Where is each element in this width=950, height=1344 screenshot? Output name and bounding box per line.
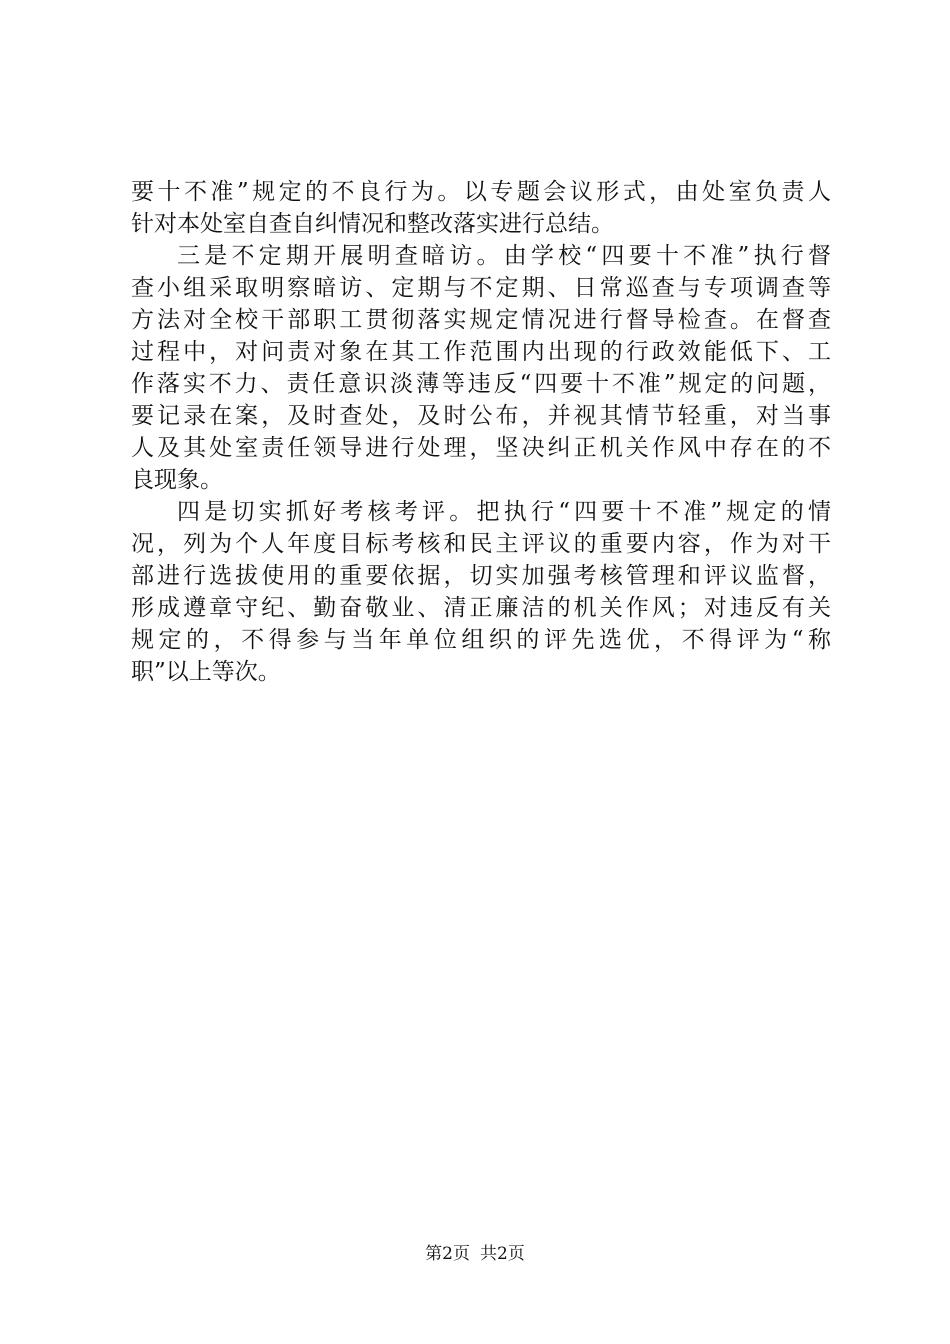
text-line: 要记录在案，及时查处，及时公布，并视其情节轻重，对当事 bbox=[131, 403, 831, 429]
text-line: 过程中，对问责对象在其工作范围内出现的行政效能低下、工 bbox=[131, 339, 831, 365]
text-line: 职”以上等次。 bbox=[131, 659, 281, 685]
text-line: 四是切实抓好考核考评。把执行“四要十不准”规定的情 bbox=[177, 499, 831, 525]
text-line: 规定的，不得参与当年单位组织的评先选优，不得评为“称 bbox=[131, 627, 831, 653]
text-line: 况，列为个人年度目标考核和民主评议的重要内容，作为对干 bbox=[131, 531, 831, 557]
text-line: 人及其处室责任领导进行处理，坚决纠正机关作风中存在的不 bbox=[131, 435, 831, 461]
text-line: 针对本处室自查自纠情况和整改落实进行总结。 bbox=[131, 211, 614, 237]
text-line: 形成遵章守纪、勤奋敬业、清正廉洁的机关作风；对违反有关 bbox=[131, 595, 831, 621]
text-line: 作落实不力、责任意识淡薄等违反“四要十不准”规定的问题， bbox=[131, 371, 831, 397]
text-line: 良现象。 bbox=[131, 467, 223, 493]
document-body bbox=[131, 176, 831, 688]
text-line: 部进行选拔使用的重要依据，切实加强考核管理和评议监督， bbox=[131, 563, 831, 589]
text-line: 三是不定期开展明查暗访。由学校“四要十不准”执行督 bbox=[177, 243, 831, 269]
text-line: 要十不准”规定的不良行为。以专题会议形式，由处室负责人 bbox=[131, 179, 831, 205]
text-line: 方法对全校干部职工贯彻落实规定情况进行督导检查。在督查 bbox=[131, 307, 831, 333]
page-footer bbox=[0, 1242, 950, 1266]
text-line: 查小组采取明察暗访、定期与不定期、日常巡查与专项调查等 bbox=[131, 275, 831, 301]
page-number-total: 共2页 bbox=[480, 1244, 525, 1264]
page-number-current: 第2页 bbox=[425, 1244, 470, 1264]
